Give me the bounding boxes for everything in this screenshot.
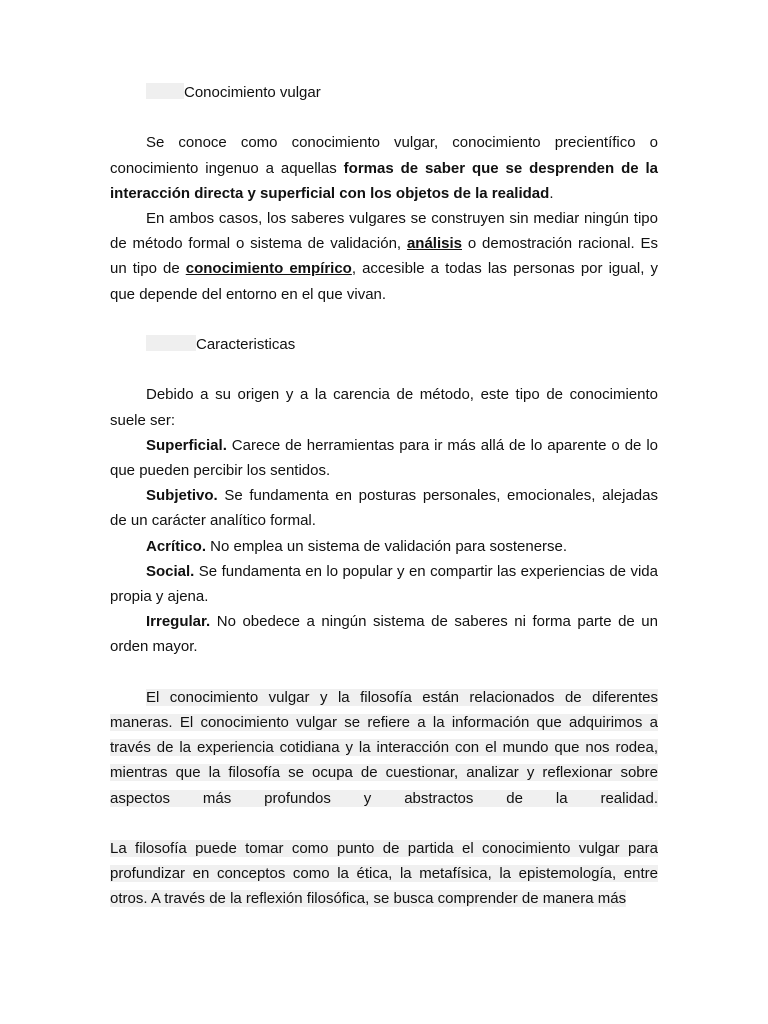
trait-item <box>110 433 658 483</box>
trait-term: Superficial. <box>146 436 227 454</box>
section-heading-conocimiento-vulgar <box>110 80 658 105</box>
blank-line <box>110 105 658 130</box>
trait-item <box>110 559 658 609</box>
paragraph-intro-traits: Debido a su origen y a la carencia de método, este tipo de conocimiento suele ser: <box>110 386 658 429</box>
bold-definition: formas de saber que se desprenden de la interacción directa y superficial con los objetos de la realidad <box>110 159 659 202</box>
heading-text: Conocimiento vulgar <box>184 84 321 101</box>
heading-indent-marker <box>146 83 184 99</box>
trait-desc: Se fundamenta en posturas personales, emocionales, alejadas de un carácter analítico formal. <box>110 487 658 530</box>
trait-desc: Se fundamenta en lo popular y en compartir las experiencias de vida propia y ajena. <box>110 562 658 605</box>
paragraph-vulgar-filosofia <box>110 685 658 811</box>
trait-item <box>110 483 658 533</box>
trait-item <box>110 534 658 559</box>
heading-text: Caracteristicas <box>196 335 296 353</box>
highlighted-text: El conocimiento vulgar y la filosofía están relacionados de diferentes maneras. El conocimiento vulgar se refiere a la información que adquirimos a través de la experiencia cotidiana y la interacción con el mundo que nos rodea, mientras que la filosofía se ocupa de cuestionar, analizar y reflexionar sobre aspectos más profundos y abstractos de la realidad. <box>110 688 658 807</box>
trait-desc: No emplea un sistema de validación para sostenerse. <box>206 537 568 555</box>
trait-desc: No obedece a ningún sistema de saberes ni forma parte de un orden mayor. <box>110 613 658 656</box>
trait-term: Social. <box>146 562 195 580</box>
section-heading-caracteristicas <box>110 332 658 357</box>
trait-term: Acrítico. <box>146 537 207 555</box>
blank-line <box>110 357 658 382</box>
paragraph-definition: Se conoce como conocimiento vulgar, conocimiento precientífico o conocimiento ingenuo a aquellas formas de saber que se desprenden de la interacción directa y superficial con los objetos de la realidad. <box>110 134 659 202</box>
trait-term: Subjetivo. <box>146 487 218 505</box>
paragraph-saberes: En ambos casos, los saberes vulgares se construyen sin mediar ningún tipo de método formal o sistema de validación, análisis o demostración racional. Es un tipo de conocimiento empírico, accesible a todas las personas por igual, y que depende del entorno en el que vivan. <box>110 209 658 303</box>
blank-line <box>110 660 658 685</box>
blank-line <box>110 811 658 836</box>
trait-item <box>110 609 658 659</box>
trait-term: Irregular. <box>146 613 211 631</box>
highlighted-text: La filosofía puede tomar como punto de partida el conocimiento vulgar para profundizar en conceptos como la ética, la metafísica, la epistemología, entre otros. A través de la reflexión filosófica, se busca comprender de manera más <box>110 839 658 908</box>
link-conocimiento-empirico[interactable]: conocimiento empírico <box>185 260 352 278</box>
blank-line <box>110 307 658 332</box>
trait-desc: Carece de herramientas para ir más allá de lo aparente o de lo que pueden percibir los sentidos. <box>110 436 658 479</box>
paragraph-filosofia-punto-partida <box>110 836 658 912</box>
link-analisis[interactable]: análisis <box>406 235 462 253</box>
heading-indent-marker <box>146 335 196 351</box>
document-page <box>110 80 658 912</box>
